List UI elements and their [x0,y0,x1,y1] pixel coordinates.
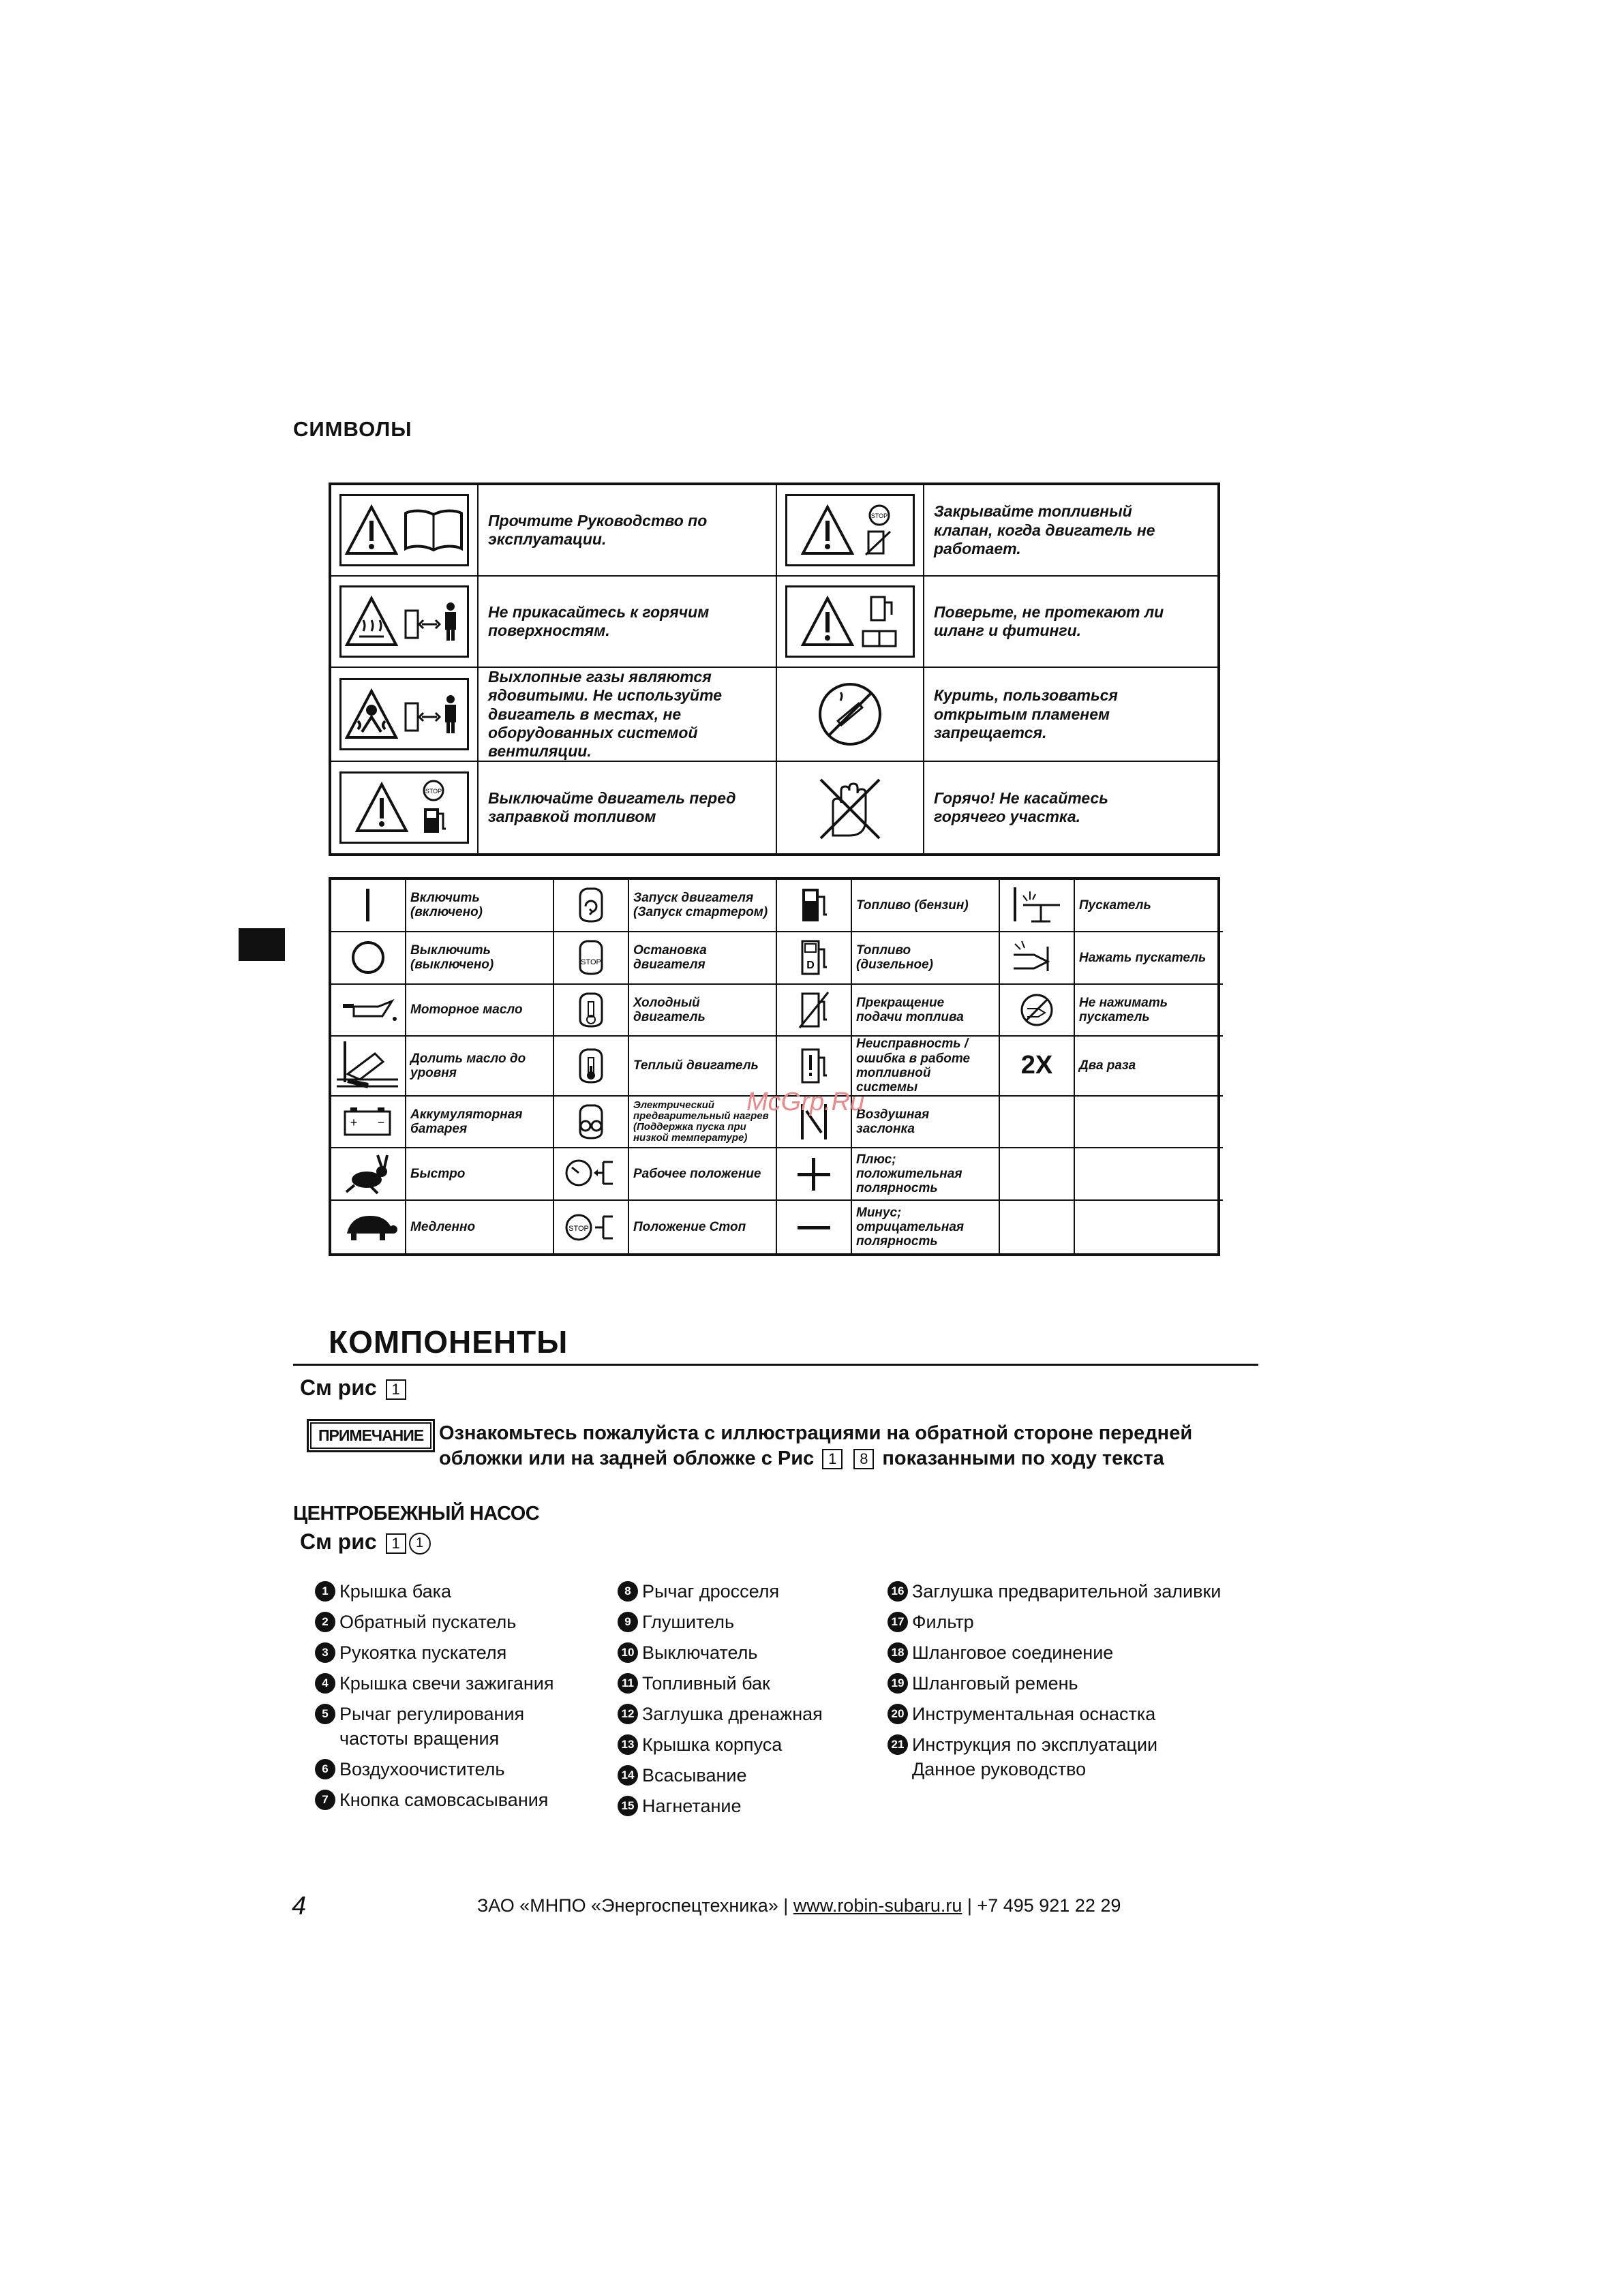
start-engine-icon [554,880,629,932]
symbol-label: Пускатель [1075,880,1223,932]
svg-text:STOP: STOP [568,1224,589,1233]
components-title: КОМПОНЕНТЫ [329,1324,568,1360]
parts-list-col1 [315,1577,553,1816]
hose-check-icon [777,577,924,668]
svg-text:STOP: STOP [870,512,888,520]
symbol-label: Выключить (выключено) [406,932,554,985]
part-name: Крышка свечи зажигания [339,1673,554,1694]
part-item [888,1577,1221,1604]
part-number-badge: 6 [315,1759,335,1779]
symbol-label: Включить (включено) [406,880,554,932]
read-manual-icon [331,485,479,577]
run-position-icon [554,1148,629,1201]
symbol-label: Аккумуляторная батарея [406,1097,554,1149]
part-name: Топливный бак [642,1673,770,1694]
part-name: Шланговый ремень [912,1673,1078,1694]
tortoise-icon [331,1201,406,1253]
part-number-badge: 2 [315,1612,335,1632]
part-item [315,1608,553,1634]
part-item [888,1608,1221,1634]
part-name: Воздухоочиститель [339,1759,505,1779]
fuel-cutoff-icon [777,985,852,1037]
symbol-label: Воздушная заслонка [852,1097,1000,1149]
control-symbols-table [329,877,1220,1256]
symbol-label: Запуск двигателя (Запуск стартером) [629,880,777,932]
warning-text: Выхлопные газы являются ядовитыми. Не используйте двигатель в местах, не оборудованных системой вентиляции. [479,668,777,762]
part-name: Рукоятка пускателя [339,1642,507,1663]
part-number-badge: 10 [618,1642,638,1663]
part-number-badge: 13 [618,1734,638,1755]
section-title-symbols: СИМВОЛЫ [293,417,412,441]
part-item [618,1792,823,1818]
side-tab-marker [239,928,285,961]
warm-engine-icon [554,1037,629,1096]
part-number-badge: 11 [618,1673,638,1694]
parts-list-col2 [618,1577,823,1822]
part-name: Инструментальная оснастка [912,1704,1156,1724]
oil-level-icon [331,1037,406,1096]
part-number-badge: 7 [315,1790,335,1810]
warning-text: Горячо! Не касайтесь горячего участка. [934,789,1108,825]
part-item [618,1577,823,1604]
part-number-badge: 15 [618,1796,638,1816]
part-name: Рычаг дросселя [642,1581,780,1602]
fuel-valve-icon [777,485,924,577]
parts-list-col3 [888,1577,1221,1786]
symbol-label: Топливо (бензин) [852,880,1000,932]
press-starter-icon [1000,932,1075,985]
warning-text: Закрывайте топливный клапан, когда двигатель не работает. [924,485,1217,577]
part-name: Заглушка дренажная [642,1704,823,1724]
part-item [618,1608,823,1634]
diesel-icon [777,932,852,985]
fig-box-1: 1 [386,1379,406,1400]
part-number-badge: 14 [618,1765,638,1786]
part-item [618,1638,823,1665]
part-name: Выключатель [642,1642,758,1663]
symbol-label: Положение Стоп [629,1201,777,1253]
no-press-starter-icon [1000,985,1075,1037]
note-badge: ПРИМЕЧАНИЕ [307,1419,435,1452]
stop-engine-icon [554,932,629,985]
part-number-badge: 19 [888,1673,908,1694]
footer: ЗАО «МНПО «Энергоспецтехника» | www.robin-subaru.ru | +7 495 921 22 29 [477,1895,1121,1916]
part-item [618,1700,823,1726]
symbol-label: Холодный двигатель [629,985,777,1037]
symbol-label: Не нажимать пускатель [1075,985,1223,1037]
exhaust-gas-icon [331,668,479,762]
part-number-badge: 21 [888,1734,908,1755]
off-icon [331,932,406,985]
symbol-label: Остановка двигателя [629,932,777,985]
warning-text: Поверьте, не протекают ли шланг и фитинги. [924,577,1217,668]
part-number-badge: 5 [315,1704,335,1724]
no-smoking-icon [777,668,924,762]
part-item [618,1761,823,1788]
part-number-badge: 9 [618,1612,638,1632]
watermark: McGrp.Ru [746,1088,865,1116]
part-name: Заглушка предварительной заливки [912,1581,1222,1602]
warning-text: Выключайте двигатель перед заправкой топливом [479,762,777,853]
symbol-label: Минус; отрицательная полярность [852,1201,1000,1253]
svg-text:D: D [806,960,815,972]
part-name: Обратный пускатель [339,1612,517,1632]
on-icon [331,880,406,932]
part-name: Кнопка самовсасывания [339,1790,549,1810]
symbol-label [1075,1201,1223,1253]
symbol-label: Топливо (дизельное) [852,932,1000,985]
twice-icon: 2X [1000,1037,1075,1096]
part-name: Всасывание [642,1765,747,1786]
starter-icon [1000,880,1075,932]
part-name: Рычаг регулирования частоты вращения [339,1704,525,1749]
part-item [315,1786,553,1812]
warning-symbols-table [329,483,1220,856]
part-item [315,1700,553,1751]
pump-title: ЦЕНТРОБЕЖНЫЙ НАСОС [293,1503,540,1525]
part-item [618,1730,823,1757]
oil-can-icon [331,985,406,1037]
battery-icon [331,1097,406,1149]
empty-cell [1000,1097,1075,1149]
part-number-badge: 12 [618,1704,638,1724]
symbol-label: Долить масло до уровня [406,1037,554,1096]
part-number-badge: 8 [618,1581,638,1602]
part-item [315,1577,553,1604]
warning-text: Прочтите Руководство по эксплуатации. [479,485,777,577]
petrol-icon [777,880,852,932]
part-number-badge: 17 [888,1612,908,1632]
symbol-label: Быстро [406,1148,554,1201]
see-figure-1-1: См рис 1 1 [300,1529,431,1555]
part-number-badge: 4 [315,1673,335,1694]
part-name: Глушитель [642,1612,735,1632]
symbol-label: Медленно [406,1201,554,1253]
part-item [618,1669,823,1696]
symbol-label: Два раза [1075,1037,1223,1096]
symbol-label: Прекращение подачи топлива [852,985,1000,1037]
part-name: Фильтр [912,1612,974,1632]
symbol-label: Неисправность / ошибка в работе топливной системы [852,1037,1000,1096]
hare-icon [331,1148,406,1201]
note-text: Ознакомьтесь пожалуйста с иллюстрациями на обратной стороне передней обложки или на задней обложке с Рис 1 8 показанными по ходу текста [439,1422,1193,1469]
svg-text:−: − [377,1115,385,1129]
stop-position-icon [554,1201,629,1253]
part-item [315,1669,553,1696]
part-name: Нагнетание [642,1796,742,1816]
plus-icon [777,1148,852,1201]
part-item [315,1638,553,1665]
no-touch-hot-icon [777,762,924,853]
part-number-badge: 1 [315,1581,335,1602]
part-name: Крышка бака [339,1581,452,1602]
hot-surface-icon [331,577,479,668]
part-name: Инструкция по эксплуатации Данное руководство [912,1734,1158,1779]
stop-refuel-icon [331,762,479,853]
part-number-badge: 18 [888,1642,908,1663]
warning-text: Курить, пользоваться открытым пламенем запрещается. [924,668,1217,762]
svg-text:+: + [350,1115,358,1129]
footer-link[interactable]: www.robin-subaru.ru [793,1895,962,1916]
see-figure-1: См рис 1 [300,1375,409,1400]
part-item [888,1730,1221,1781]
symbol-label: Плюс; положительная полярность [852,1148,1000,1201]
symbol-label: Нажать пускатель [1075,932,1223,985]
symbol-label: Теплый двигатель [629,1037,777,1096]
svg-text:STOP: STOP [581,958,601,967]
symbol-label: Моторное масло [406,985,554,1037]
minus-icon [777,1201,852,1253]
components-rule [293,1364,1258,1366]
part-item [888,1669,1221,1696]
empty-cell [1000,1201,1075,1253]
symbol-label: Электрический предварительный нагрев (Поддержка пуска при низкой температуре) [629,1097,777,1149]
part-name: Крышка корпуса [642,1734,783,1755]
symbol-label: Рабочее положение [629,1148,777,1201]
symbol-label [1075,1097,1223,1149]
cold-engine-icon [554,985,629,1037]
part-number-badge: 16 [888,1581,908,1602]
empty-cell [1000,1148,1075,1201]
part-item [315,1755,553,1781]
part-name: Шланговое соединение [912,1642,1114,1663]
part-item [888,1638,1221,1665]
svg-text:STOP: STOP [425,787,442,795]
preheat-icon [554,1097,629,1149]
symbol-label [1075,1148,1223,1201]
part-item [888,1700,1221,1726]
part-number-badge: 3 [315,1642,335,1663]
warning-text: Не прикасайтесь к горячим поверхностям. [479,577,777,668]
part-number-badge: 20 [888,1704,908,1724]
page-number: 4 [292,1892,307,1920]
